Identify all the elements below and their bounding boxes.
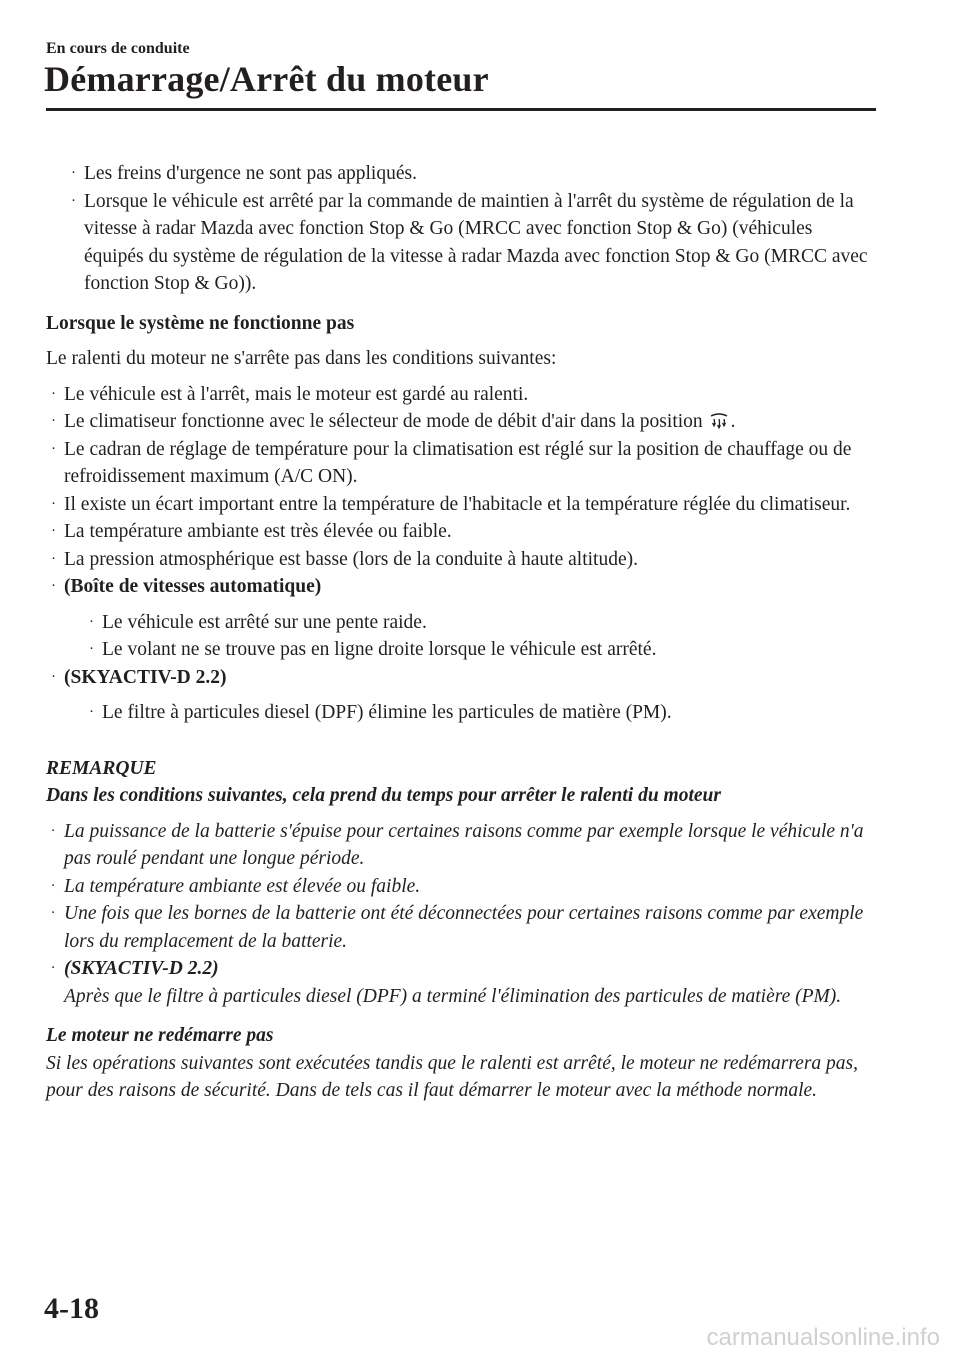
list-item: · La pression atmosphérique est basse (lors de la conduite à haute altitude). [46, 546, 876, 574]
bullet-icon: · [51, 440, 56, 457]
bullet-icon: · [51, 385, 56, 402]
list-item: · Lorsque le véhicule est arrêté par la commande de maintien à l'arrêt du système de régulation de la vitesse à radar Mazda avec fonction Stop & Go (MRCC avec fonction Stop & Go) (véhicules équipés du système de régulation de la vitesse à radar Mazda avec fonction Stop & Go (MRCC avec fonction Stop & Go)). [66, 188, 876, 298]
note-skyactiv-label: (SKYACTIV-D 2.2) [64, 958, 219, 979]
note-heading: Dans les conditions suivantes, cela prend du temps pour arrêter le ralenti du moteur [46, 785, 721, 806]
bullet-icon: · [51, 960, 55, 976]
list-item: · Le cadran de réglage de température pour la climatisation est réglé sur la position de chauffage ou de refroidissement maximum (A/C ON). [46, 436, 876, 491]
bullet-icon: · [71, 192, 76, 209]
bullet-icon: · [51, 550, 56, 567]
list-item: · La puissance de la batterie s'épuise pour certaines raisons comme par exemple lorsque le véhicule n'a pas roulé pendant une longue période. [46, 818, 876, 873]
list-item [46, 955, 876, 1010]
page-title: Démarrage/Arrêt du moteur [44, 59, 489, 99]
list-item: · Le filtre à particules diesel (DPF) élimine les particules de matière (PM). [84, 699, 876, 727]
list-item: · Le véhicule est à l'arrêt, mais le moteur est gardé au ralenti. [46, 381, 876, 409]
list-item [46, 664, 876, 727]
list-item: · Les freins d'urgence ne sont pas appliqués. [66, 160, 876, 188]
restart-text: Si les opérations suivantes sont exécutées tandis que le ralenti est arrêté, le moteur ne redémarrera pas, pour des raisons de sécurité. Dans de tels cas il faut démarrer le moteur avec la méthode normale. [46, 1052, 858, 1101]
skyactiv-bullet-list [64, 699, 876, 727]
page-number: 4-18 [44, 1292, 99, 1325]
bullet-icon: · [89, 704, 94, 720]
not-working-intro: Le ralenti du moteur ne s'arrête pas dans les conditions suivantes: [46, 348, 557, 369]
bullet-icon: · [51, 905, 55, 921]
page-content [46, 160, 876, 1105]
note-block [46, 755, 876, 1011]
intro-bullet-list [46, 160, 876, 298]
bullet-icon: · [51, 523, 56, 539]
bullet-icon: · [51, 495, 56, 512]
list-item: · Le véhicule est arrêté sur une pente raide. [84, 609, 876, 637]
list-item: · La température ambiante est élevée ou faible. [46, 873, 876, 901]
automatic-transmission-bullet-list [64, 609, 876, 664]
note-bullet-list [46, 818, 876, 1011]
bullet-icon: · [51, 822, 55, 839]
list-item: · Le volant ne se trouve pas en ligne droite lorsque le véhicule est arrêté. [84, 636, 876, 664]
automatic-transmission-label: (Boîte de vitesses automatique) [64, 576, 322, 597]
section-label: En cours de conduite [46, 40, 190, 57]
list-item: · Il existe un écart important entre la température de l'habitacle et la température réglée du climatiseur. [46, 491, 876, 519]
bullet-icon: · [51, 413, 56, 429]
note-title: REMARQUE [46, 757, 157, 779]
bullet-icon: · [71, 165, 76, 181]
note-skyactiv-text: Après que le filtre à particules diesel (DPF) a terminé l'élimination des particules de matière (PM). [64, 985, 842, 1007]
bullet-icon: · [51, 578, 56, 594]
bullet-icon: · [89, 641, 94, 657]
list-item [46, 573, 876, 664]
bullet-icon: · [89, 613, 94, 630]
skyactiv-label: (SKYACTIV-D 2.2) [64, 666, 227, 688]
title-divider [46, 108, 876, 111]
not-working-bullet-list [46, 381, 876, 727]
list-item: · Le climatiseur fonctionne avec le sélecteur de mode de débit d'air dans la position . [46, 408, 876, 436]
bullet-icon: · [51, 877, 55, 894]
watermark: carmanualsonline.info [706, 1324, 940, 1351]
not-working-heading: Lorsque le système ne fonctionne pas [46, 312, 355, 334]
windshield-defrost-icon [709, 412, 729, 430]
bullet-icon: · [51, 668, 56, 685]
list-item: · Une fois que les bornes de la batterie ont été déconnectées pour certaines raisons comme par exemple lors du remplacement de la batterie. [46, 900, 876, 955]
restart-heading: Le moteur ne redémarre pas [46, 1025, 274, 1046]
list-item: · La température ambiante est très élevée ou faible. [46, 518, 876, 546]
